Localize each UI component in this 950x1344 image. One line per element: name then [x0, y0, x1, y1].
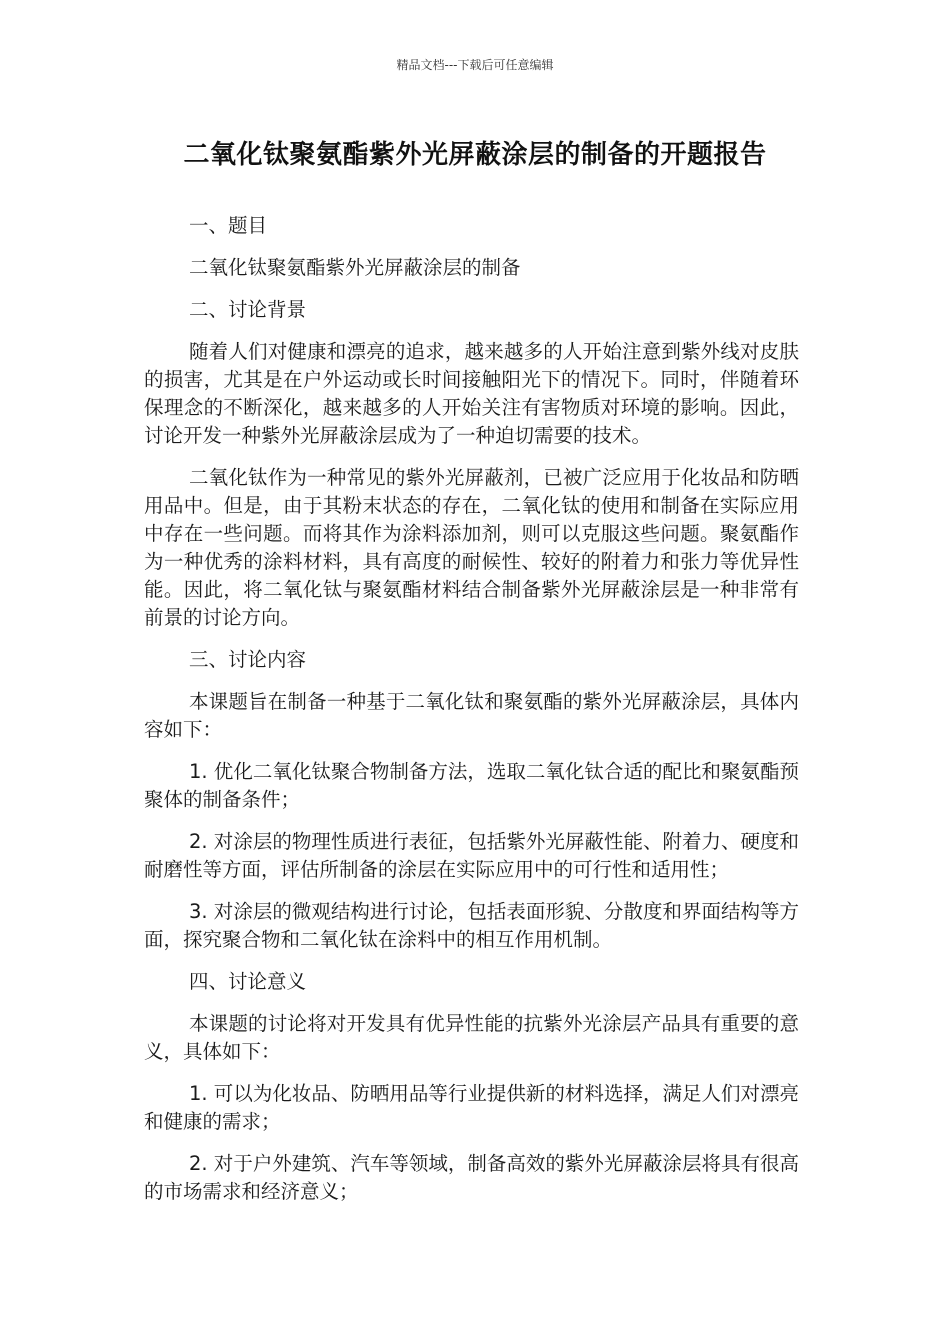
- document-body: [144, 212, 799, 1220]
- content-intro: 本课题旨在制备一种基于二氧化钛和聚氨酯的紫外光屏蔽涂层，具体内容如下：: [144, 690, 799, 741]
- content-item-2: 2. 对涂层的物理性质进行表征，包括紫外光屏蔽性能、附着力、硬度和耐磨性等方面，评估所制备的涂层在实际应用中的可行性和适用性；: [144, 830, 799, 881]
- background-paragraph-1: 随着人们对健康和漂亮的追求，越来越多的人开始注意到紫外线对皮肤的损害，尤其是在户外运动或长时间接触阳光下的情况下。同时，伴随着环保理念的不断深化，越来越多的人开始关注有害物质对环境的影响。因此，讨论开发一种紫外光屏蔽涂层成为了一种迫切需要的技术。: [144, 340, 799, 447]
- section-heading-topic: 一、题目: [189, 214, 268, 237]
- content-item-1: 1. 优化二氧化钛聚合物制备方法，选取二氧化钛合适的配比和聚氨酯预聚体的制备条件；: [144, 760, 799, 811]
- topic-text: 二氧化钛聚氨酯紫外光屏蔽涂层的制备: [189, 256, 521, 279]
- significance-item-2: 2. 对于户外建筑、汽车等领域，制备高效的紫外光屏蔽涂层将具有很高的市场需求和经济意义；: [144, 1152, 799, 1203]
- significance-intro: 本课题的讨论将对开发具有优异性能的抗紫外光涂层产品具有重要的意义，具体如下：: [144, 1012, 799, 1063]
- content-item-3: 3. 对涂层的微观结构进行讨论，包括表面形貌、分散度和界面结构等方面，探究聚合物和二氧化钛在涂料中的相互作用机制。: [144, 900, 799, 951]
- background-paragraph-2: 二氧化钛作为一种常见的紫外光屏蔽剂，已被广泛应用于化妆品和防晒用品中。但是，由于其粉末状态的存在，二氧化钛的使用和制备在实际应用中存在一些问题。而将其作为涂料添加剂，则可以克服这些问题。聚氨酯作为一种优秀的涂料材料，具有高度的耐候性、较好的附着力和张力等优异性能。因此，将二氧化钛与聚氨酯材料结合制备紫外光屏蔽涂层是一种非常有前景的讨论方向。: [144, 466, 799, 629]
- document-title: 二氧化钛聚氨酯紫外光屏蔽涂层的制备的开题报告: [183, 140, 767, 170]
- header-note: 精品文档---下载后可任意编辑: [396, 58, 554, 72]
- section-heading-background: 二、讨论背景: [189, 298, 307, 321]
- section-heading-content: 三、讨论内容: [189, 648, 307, 671]
- section-heading-significance: 四、讨论意义: [189, 970, 307, 993]
- significance-item-1: 1. 可以为化妆品、防晒用品等行业提供新的材料选择，满足人们对漂亮和健康的需求；: [144, 1082, 799, 1133]
